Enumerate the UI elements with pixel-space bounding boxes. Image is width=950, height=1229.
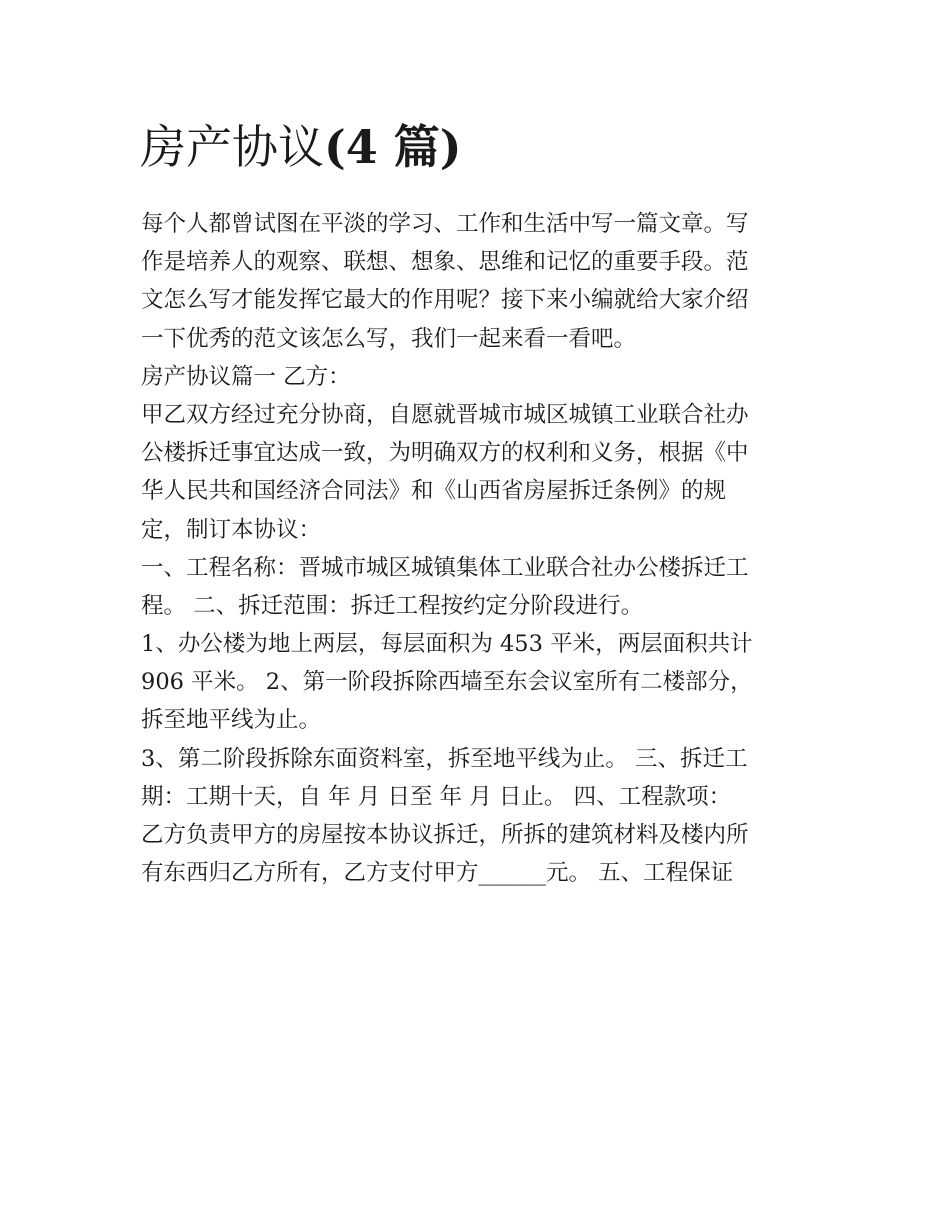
body-line: 906 平米。 2、第一阶段拆除西墙至东会议室所有二楼部分， <box>141 669 753 696</box>
body-line: 定，制订本协议： <box>141 516 322 543</box>
body-line: 每个人都曾试图在平淡的学习、工作和生活中写一篇文章。写 <box>141 211 749 237</box>
body-line: 作是培养人的观察、联想、想象、思维和记忆的重要手段。范 <box>141 249 749 276</box>
body-line: 文怎么写才能发挥它最大的作用呢？接下来小编就给大家介绍 <box>141 287 749 314</box>
document-body <box>141 205 821 892</box>
body-line: 1、办公楼为地上两层，每层面积为 453 平米，两层面积共计 <box>141 631 753 658</box>
document-title <box>140 112 462 182</box>
document-title-main: 房产协议 <box>140 120 324 174</box>
body-line: 一下优秀的范文该怎么写，我们一起来看一看吧。 <box>141 325 637 352</box>
body-line: 程。 二、拆迁范围：拆迁工程按约定分阶段进行。 <box>141 592 644 619</box>
body-line: 3、第二阶段拆除东面资料室，拆至地平线为止。 三、拆迁工 <box>141 745 748 772</box>
body-line: 一、工程名称：晋城市城区城镇集体工业联合社办公楼拆迁工 <box>141 554 749 581</box>
section-heading: 房产协议篇一 乙方： <box>141 363 351 390</box>
body-line: 华人民共和国经济合同法》和《山西省房屋拆迁条例》的规 <box>141 478 727 505</box>
document-title-count: (4 篇) <box>324 120 462 174</box>
body-line: 拆至地平线为止。 <box>141 707 322 734</box>
body-line: 期：工期十天，自 年 月 日至 年 月 日止。 四、工程款项： <box>141 783 732 810</box>
body-line: 乙方负责甲方的房屋按本协议拆迁，所拆的建筑材料及楼内所 <box>141 822 749 848</box>
body-line: 有东西归乙方所有，乙方支付甲方______元。 五、工程保证 <box>141 860 734 887</box>
body-line: 公楼拆迁事宜达成一致，为明确双方的权利和义务，根据《中 <box>141 440 749 467</box>
body-line: 甲乙双方经过充分协商，自愿就晋城市城区城镇工业联合社办 <box>141 401 749 428</box>
